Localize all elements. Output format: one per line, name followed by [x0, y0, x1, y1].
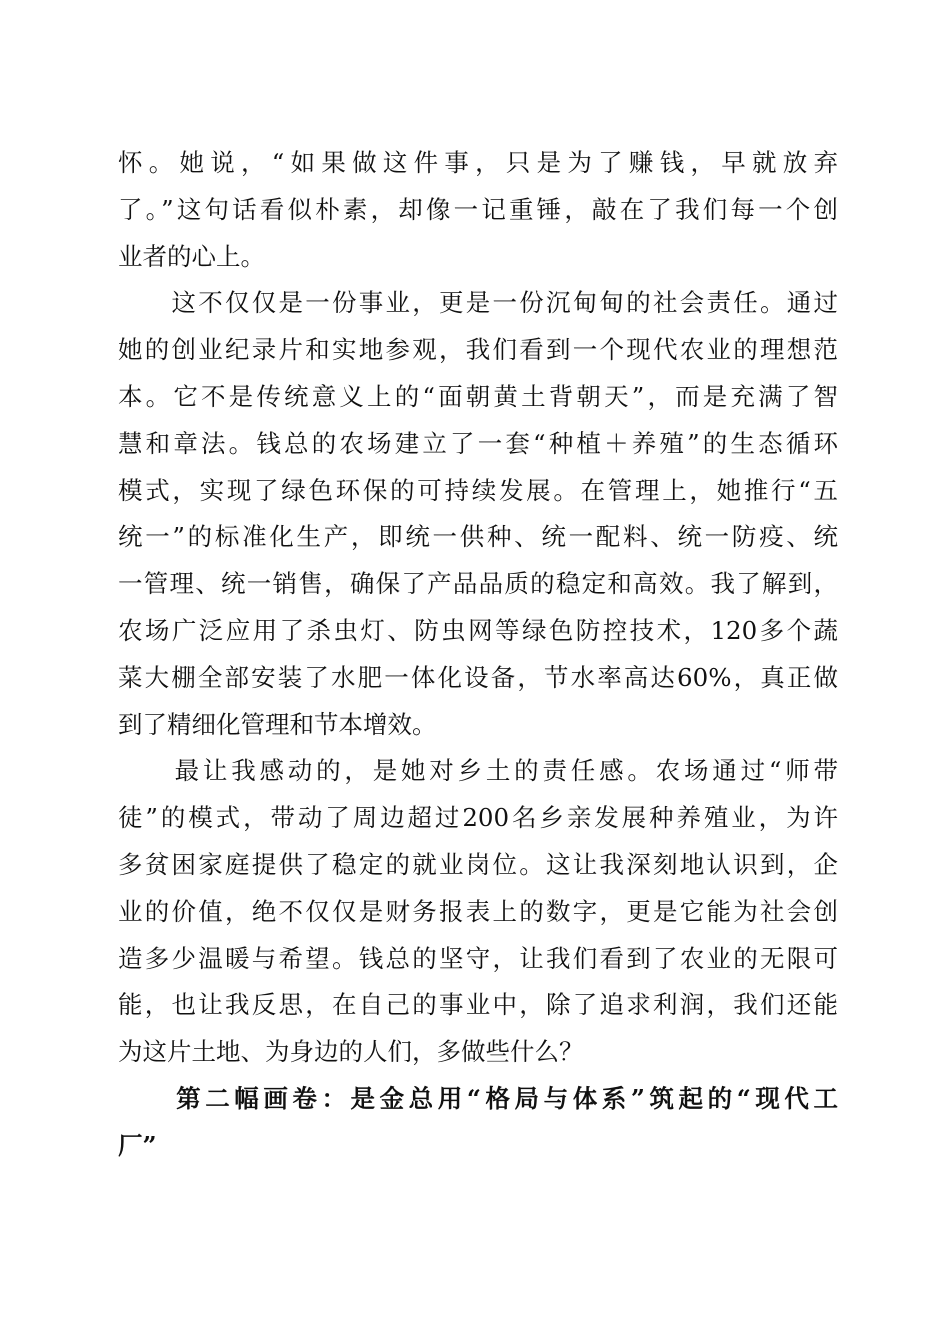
paragraph-3 — [118, 748, 838, 1076]
heading-line: 第二幅画卷：是金总用“格局与体系”筑起的“现代工 — [118, 1083, 838, 1113]
paragraph-2 — [118, 280, 838, 748]
text-line: 为这片土地、为身边的人们，多做些什么？ — [118, 1037, 584, 1067]
paragraph-1 — [118, 140, 838, 280]
text-line: 最让我感动的，是她对乡土的责任感。农场通过“师带 — [118, 756, 838, 786]
text-line: 徒”的模式，带动了周边超过200名乡亲发展种养殖业，为许 — [118, 803, 838, 833]
text-line: 业的价值，绝不仅仅是财务报表上的数字，更是它能为社会创 — [118, 896, 838, 926]
text-line: 菜大棚全部安装了水肥一体化设备，节水率高达60%，真正做 — [118, 662, 838, 692]
text-line: 统一”的标准化生产，即统一供种、统一配料、统一防疫、统 — [118, 522, 838, 552]
text-line: 到了精细化管理和节本增效。 — [118, 709, 437, 739]
text-line: 慧和章法。钱总的农场建立了一套“种植＋养殖”的生态循环 — [118, 428, 838, 458]
text-line: 模式，实现了绿色环保的可持续发展。在管理上，她推行“五 — [118, 475, 838, 505]
text-line: 农场广泛应用了杀虫灯、防虫网等绿色防控技术，120多个蔬 — [118, 615, 838, 645]
text-line: 这不仅仅是一份事业，更是一份沉甸甸的社会责任。通过 — [118, 288, 838, 318]
text-line: 能，也让我反思，在自己的事业中，除了追求利润，我们还能 — [118, 990, 838, 1020]
section-heading — [118, 1076, 838, 1170]
text-line: 造多少温暖与希望。钱总的坚守，让我们看到了农业的无限可 — [118, 943, 838, 973]
document-body — [118, 140, 838, 1170]
text-line: 业者的心上。 — [118, 241, 265, 271]
text-line: 了。”这句话看似朴素，却像一记重锤，敲在了我们每一个创 — [118, 194, 838, 224]
text-line: 她的创业纪录片和实地参观，我们看到一个现代农业的理想范 — [118, 335, 838, 365]
text-line: 本。它不是传统意义上的“面朝黄土背朝天”，而是充满了智 — [118, 381, 838, 411]
heading-line: 厂” — [118, 1130, 157, 1160]
text-line: 多贫困家庭提供了稳定的就业岗位。这让我深刻地认识到，企 — [118, 849, 838, 879]
text-line: 怀。她说，“如果做这件事，只是为了赚钱，早就放弃 — [118, 148, 838, 177]
text-line: 一管理、统一销售，确保了产品品质的稳定和高效。我了解到， — [118, 569, 838, 599]
